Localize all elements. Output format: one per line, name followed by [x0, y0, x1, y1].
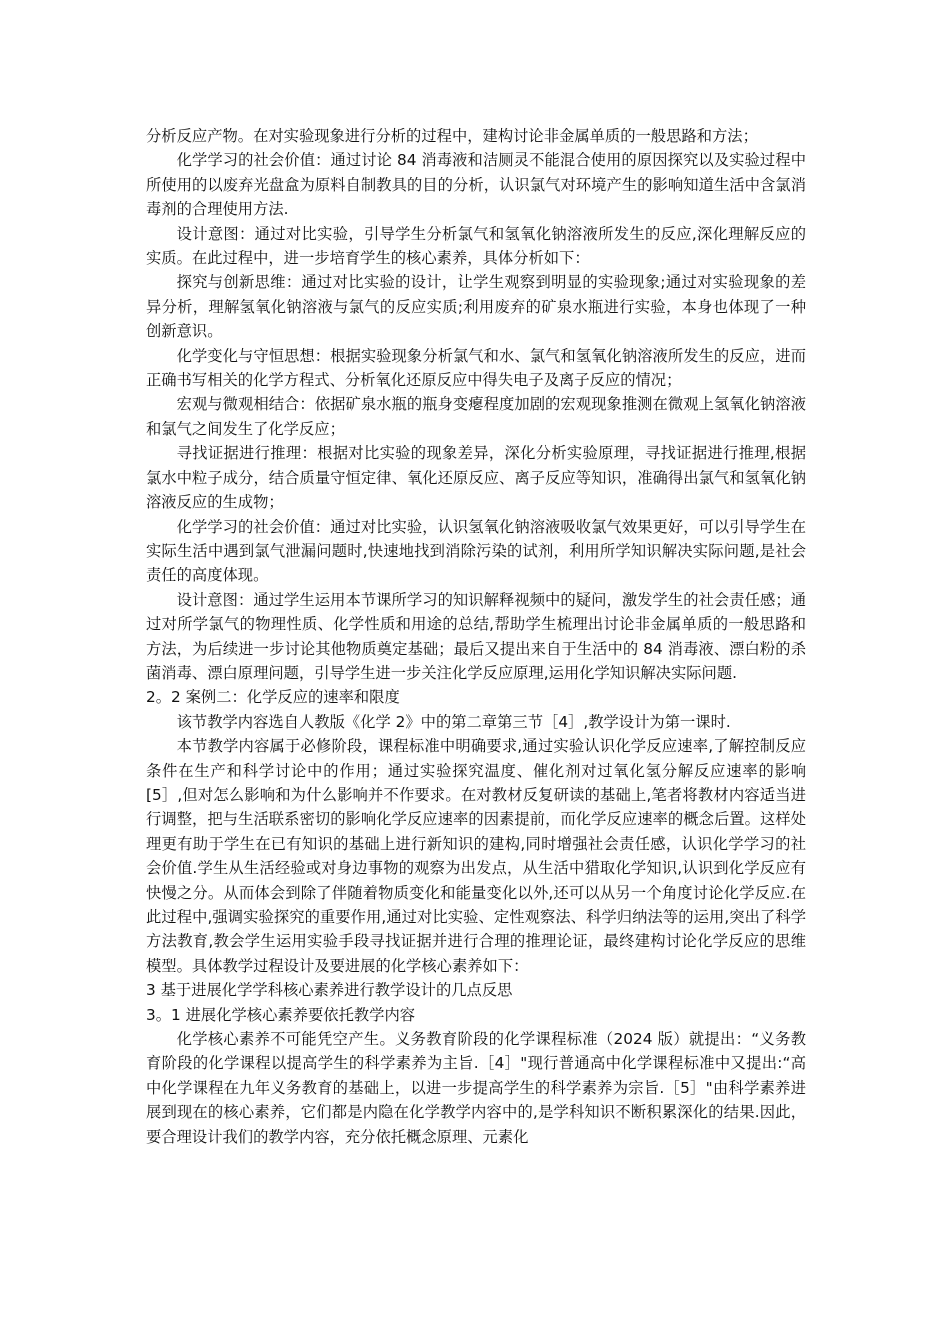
paragraph-11: 本节教学内容属于必修阶段，课程标准中明确要求,通过实验认识化学反应速率,了解控制反应条件在生产和科学讨论中的作用；通过实验探究温度、催化剂对过氧化氢分解反应速率的影响[5］,但对怎么影响和为什么影响并不作要求。在对教材反复研读的基础上,笔者将教材内容适当进行调整，把与生活联系密切的影响化学反应速率的因素提前，而化学反应速率的概念后置。这样处理更有助于学生在已有知识的基础上进行新知识的建构,同时增强社会责任感，认识化学学习的社会价值.学生从生活经验或对身边事物的观察为出发点，从生活中猎取化学知识,认识到化学反应有快慢之分。从而体会到除了伴随着物质变化和能量变化以外,还可以从另一个角度讨论化学反应.在此过程中,强调实验探究的重要作用,通过对比实验、定性观察法、科学归纳法等的运用,突出了科学方法教育,教会学生运用实验手段寻找证据并进行合理的推理论证，最终建构讨论化学反应的思维模型。具体教学过程设计及要进展的化学核心素养如下：	[146, 737, 806, 975]
paragraph-2: 化学学习的社会价值：通过讨论 84 消毒液和洁厕灵不能混合使用的原因探究以及实验过程中所使用的以废弃光盘盒为原料自制教具的目的分析，认识氯气对环境产生的影响知道生活中含氯消毒剂的合理使用方法.	[146, 151, 806, 219]
paragraph-7: 寻找证据进行推理：根据对比实验的现象差异，深化分析实验原理，寻找证据进行推理,根据氯水中粒子成分，结合质量守恒定律、氧化还原反应、离子反应等知识，准确得出氯气和氢氧化钠溶液反应的生成物；	[146, 444, 806, 512]
section-heading-3: 3 基于进展化学学科核心素养进行教学设计的几点反思	[146, 981, 513, 1000]
paragraph-4: 探究与创新思维：通过对比实验的设计，让学生观察到明显的实验现象;通过对实验现象的差异分析，理解氢氧化钠溶液与氯气的反应实质;利用废弃的矿泉水瓶进行实验，本身也体现了一种创新意识。	[146, 273, 806, 341]
section-heading-2-2: 2。2 案例二：化学反应的速率和限度	[146, 688, 400, 707]
paragraph-9: 设计意图：通过学生运用本节课所学习的知识解释视频中的疑问，激发学生的社会责任感；通过对所学氯气的物理性质、化学性质和用途的总结,帮助学生梳理出讨论非金属单质的一般思路和方法，为后续进一步讨论其他物质奠定基础；最后又提出来自于生活中的 84 消毒液、漂白粉的杀菌消毒、漂白原理问题，引导学生进一步关注化学反应原理,运用化学知识解决实际问题.	[146, 590, 806, 682]
section-heading-3-1: 3。1 进展化学核心素养要依托教学内容	[146, 1005, 416, 1024]
paragraph-5: 化学变化与守恒思想：根据实验现象分析氯气和水、氯气和氢氧化钠溶液所发生的反应，进而正确书写相关的化学方程式、分析氧化还原反应中得失电子及离子反应的情况；	[146, 346, 806, 390]
paragraph-10: 该节教学内容选自人教版《化学 2》中的第二章第三节［4］,教学设计为第一课时.	[176, 712, 731, 731]
paragraph-8: 化学学习的社会价值：通过对比实验，认识氢氧化钠溶液吸收氯气效果更好，可以引导学生在实际生活中遇到氯气泄漏问题时,快速地找到消除污染的试剂，利用所学知识解决实际问题,是社会责任的高度体现。	[146, 517, 806, 585]
paragraph-1: 分析反应产物。在对实验现象进行分析的过程中，建构讨论非金属单质的一般思路和方法；	[146, 127, 758, 145]
paragraph-6: 宏观与微观相结合：依据矿泉水瓶的瓶身变瘪程度加剧的宏观现象推测在微观上氢氧化钠溶液和氯气之间发生了化学反应；	[146, 395, 806, 438]
paragraph-12: 化学核心素养不可能凭空产生。义务教育阶段的化学课程标准（2024 版）就提出：“义务教育阶段的化学课程以提高学生的科学素养为主旨.［4］"现行普通高中化学课程标准中又提出:“高中化学课程在九年义务教育的基础上，以进一步提高学生的科学素养为宗旨.［5］"由科学素养进展到现在的核心素养，它们都是内隐在化学教学内容中的,是学科知识不断积累深化的结果.因此，要合理设计我们的教学内容，充分依托概念原理、元素化	[146, 1030, 806, 1146]
paragraph-3: 设计意图：通过对比实验，引导学生分析氯气和氢氧化钠溶液所发生的反应,深化理解反应的实质。在此过程中，进一步培育学生的核心素养，具体分析如下：	[146, 224, 806, 268]
